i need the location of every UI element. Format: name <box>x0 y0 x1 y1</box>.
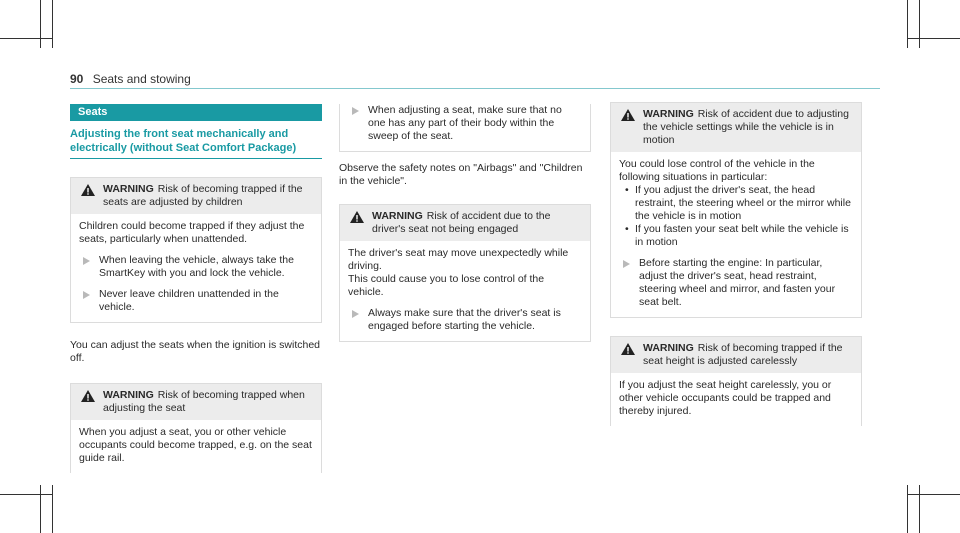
warning-headline: Risk of accident due to the driver's seat not being engaged <box>372 210 551 235</box>
action-step <box>79 288 313 314</box>
crop-mark <box>0 38 52 39</box>
warning-icon <box>81 184 95 196</box>
warning-header <box>340 205 590 241</box>
warning-label: WARNING <box>103 183 154 195</box>
action-text: Before starting the engine: In particular, adjust the driver's seat, head restraint, steering wheel and mirror, and fasten your seat belt. <box>639 257 836 308</box>
arrow-right-icon <box>352 107 359 115</box>
header-divider <box>70 88 880 89</box>
warning-body <box>71 420 321 473</box>
bullet-icon: • <box>625 184 629 196</box>
warning-box <box>339 204 591 342</box>
warning-text: This could cause you to lose control of the vehicle. <box>348 273 545 298</box>
action-step <box>619 257 853 309</box>
crop-mark <box>919 0 920 48</box>
page-number: 90 <box>70 72 84 86</box>
bullet-item <box>619 223 853 249</box>
column-3 <box>610 102 862 426</box>
warning-body <box>340 241 590 341</box>
action-text: Never leave children unattended in the vehicle. <box>99 288 279 313</box>
bullet-text: If you adjust the driver's seat, the head restraint, the steering wheel or the mirror while the vehicle is in motion <box>635 184 851 222</box>
warning-header <box>71 178 321 214</box>
arrow-right-icon <box>623 260 630 268</box>
warning-box <box>610 102 862 318</box>
warning-text: If you adjust the seat height carelessly, you or other vehicle occupants could be trapped and thereby injured. <box>619 379 832 417</box>
arrow-right-icon <box>83 257 90 265</box>
warning-header <box>611 103 861 152</box>
warning-header <box>611 337 861 373</box>
section-title: Adjusting the front seat mechanically and electrically (without Seat Comfort Package) <box>70 127 322 159</box>
crop-mark <box>52 485 53 533</box>
warning-label: WARNING <box>372 210 423 222</box>
warning-body <box>611 152 861 317</box>
arrow-right-icon <box>352 310 359 318</box>
warning-body <box>71 214 321 322</box>
action-step <box>348 104 582 143</box>
column-1 <box>70 104 322 473</box>
body-paragraph: Observe the safety notes on "Airbags" and "Children in the vehicle". <box>339 162 583 187</box>
crop-mark <box>907 0 908 48</box>
warning-label: WARNING <box>103 389 154 401</box>
action-step <box>348 307 582 333</box>
warning-text: The driver's seat may move unexpectedly while driving. <box>348 247 569 272</box>
page-header <box>70 72 191 86</box>
warning-box <box>70 383 322 473</box>
crop-mark <box>919 485 920 533</box>
crop-mark <box>0 494 52 495</box>
body-paragraph: You can adjust the seats when the ignition is switched off. <box>70 339 321 364</box>
column-2 <box>339 104 591 342</box>
bullet-item <box>619 184 853 223</box>
warning-body <box>611 373 861 426</box>
warning-label: WARNING <box>643 342 694 354</box>
warning-text: Children could become trapped if they adjust the seats, particularly when unattended. <box>79 220 305 245</box>
warning-headline: Risk of becoming trapped when adjusting the seat <box>103 389 305 414</box>
bullet-text: If you fasten your seat belt while the vehicle is in motion <box>635 223 849 248</box>
chapter-title: Seats and stowing <box>92 72 191 86</box>
action-text: When adjusting a seat, make sure that no one has any part of their body within the sweep of the seat. <box>368 104 562 142</box>
arrow-right-icon <box>83 291 90 299</box>
warning-label: WARNING <box>643 108 694 120</box>
section-bar: Seats <box>70 104 322 121</box>
crop-mark <box>907 494 960 495</box>
crop-mark <box>907 485 908 533</box>
action-text: Always make sure that the driver's seat is engaged before starting the vehicle. <box>368 307 561 332</box>
crop-mark <box>52 0 53 48</box>
warning-icon <box>621 343 635 355</box>
bullet-icon: • <box>625 223 629 235</box>
warning-headline: Risk of accident due to adjusting the vehicle settings while the vehicle is in motion <box>643 108 849 146</box>
action-step <box>79 254 313 280</box>
warning-text: When you adjust a seat, you or other vehicle occupants could become trapped, e.g. on the seat guide rail. <box>79 426 312 464</box>
crop-mark <box>40 485 41 533</box>
warning-headline: Risk of becoming trapped if the seats are adjusted by children <box>103 183 303 208</box>
warning-icon <box>350 211 364 223</box>
warning-header <box>71 384 321 420</box>
crop-mark <box>40 0 41 48</box>
warning-icon <box>81 390 95 402</box>
warning-text: You could lose control of the vehicle in the following situations in particular: <box>619 158 815 183</box>
warning-headline: Risk of becoming trapped if the seat height is adjusted carelessly <box>643 342 843 367</box>
action-text: When leaving the vehicle, always take the SmartKey with you and lock the vehicle. <box>99 254 294 279</box>
warning-icon <box>621 109 635 121</box>
crop-mark <box>907 38 960 39</box>
warning-continuation <box>339 104 591 152</box>
warning-box <box>610 336 862 426</box>
warning-box <box>70 177 322 323</box>
